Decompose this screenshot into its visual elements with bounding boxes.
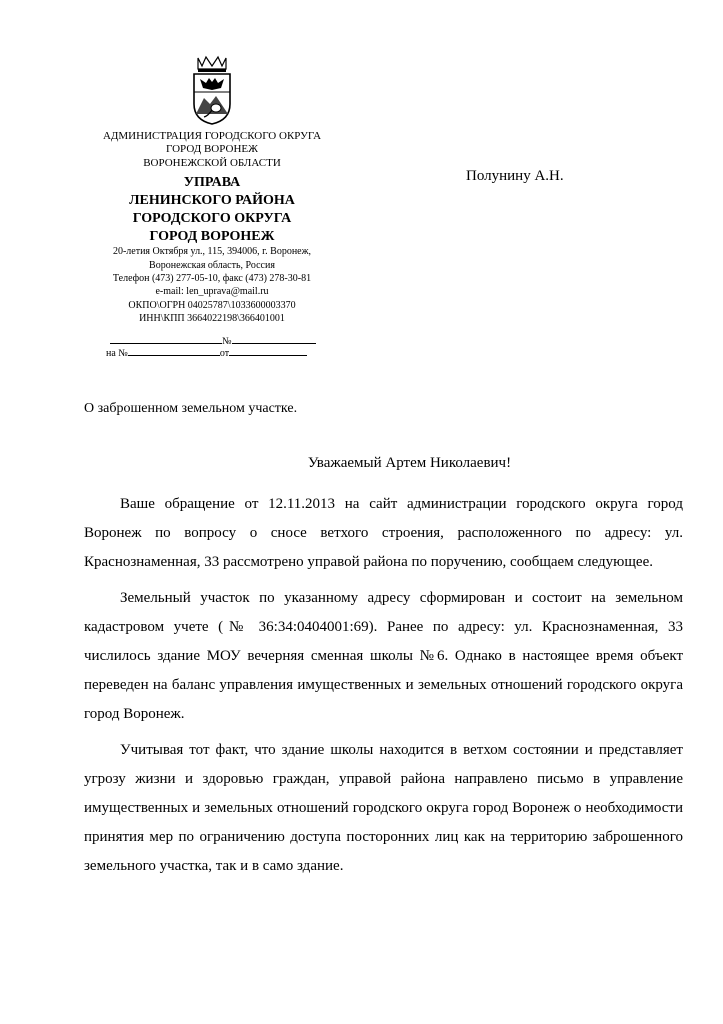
letterhead-address-street: 20-летия Октября ул., 115, 394006, г. Воронеж, — [112, 246, 312, 257]
letterhead-phone: Телефон (473) 277-05-10, факс (473) 278-30-81 — [112, 273, 312, 284]
letterhead-address-region: Воронежская область, Россия — [149, 260, 275, 271]
greeting: Уважаемый Артем Николаевич! — [307, 455, 512, 471]
voronezh-coat-of-arms-icon — [190, 54, 234, 126]
letter-body — [84, 490, 683, 888]
body-paragraph: Ваше обращение от 12.11.2013 на сайт администрации городского округа город Воронеж по вопросу о сносе ветхого строения, расположенного по адресу: ул. Краснознаменная, 33 рассмотрено управой района по поручению, сообщаем следующее. — [84, 496, 683, 570]
reg-reference-line — [106, 346, 307, 359]
letterhead-line-administration: АДМИНИСТРАЦИЯ ГОРОДСКОГО ОКРУГА — [102, 130, 322, 142]
letterhead-title-uprava: УПРАВА — [183, 175, 241, 190]
letterhead-inn: ИНН\КПП 3664022198\366401001 — [139, 313, 285, 324]
letterhead-email: e-mail: len_uprava@mail.ru — [155, 286, 269, 297]
letterhead-line-city: ГОРОД ВОРОНЕЖ — [166, 143, 258, 155]
letterhead-line-region: ВОРОНЕЖСКОЙ ОБЛАСТИ — [143, 157, 281, 169]
letterhead-title-okrug: ГОРОДСКОГО ОКРУГА — [132, 211, 292, 226]
letterhead-title-city: ГОРОД ВОРОНЕЖ — [149, 229, 275, 244]
letterhead-okpo: ОКПО\ОГРН 04025787\1033600003370 — [128, 300, 296, 311]
letter-subject: О заброшенном земельном участке. — [84, 401, 298, 416]
reg-date-label: от — [219, 348, 230, 359]
body-paragraph: Земельный участок по указанному адресу сформирован и состоит на земельном кадастровом учете (№ 36:34:0404001:69). Ранее по адресу: ул. Краснознаменная, 33 числилось здание МОУ вечерняя сменная школы №6. Однако в настоящее время объект переведен на баланс управления имущественных и земельных отношений городского округа город Воронеж. — [84, 590, 683, 722]
body-paragraph: Учитывая тот факт, что здание школы находится в ветхом состоянии и представляет угрозу жизни и здоровью граждан, управой района направлено письмо в управление имущественных и земельных отношений городского округа город Воронеж о необходимости принятия мер по ограничению доступа посторонних лиц как на территорию заброшенного земельного участка, так и в само здание. — [84, 742, 683, 874]
reg-number-label: № — [222, 336, 232, 347]
addressee: Полунину А.Н. — [466, 168, 564, 184]
letterhead-title-district: ЛЕНИНСКОГО РАЙОНА — [129, 193, 295, 208]
reg-reference-label: на № — [106, 348, 128, 359]
